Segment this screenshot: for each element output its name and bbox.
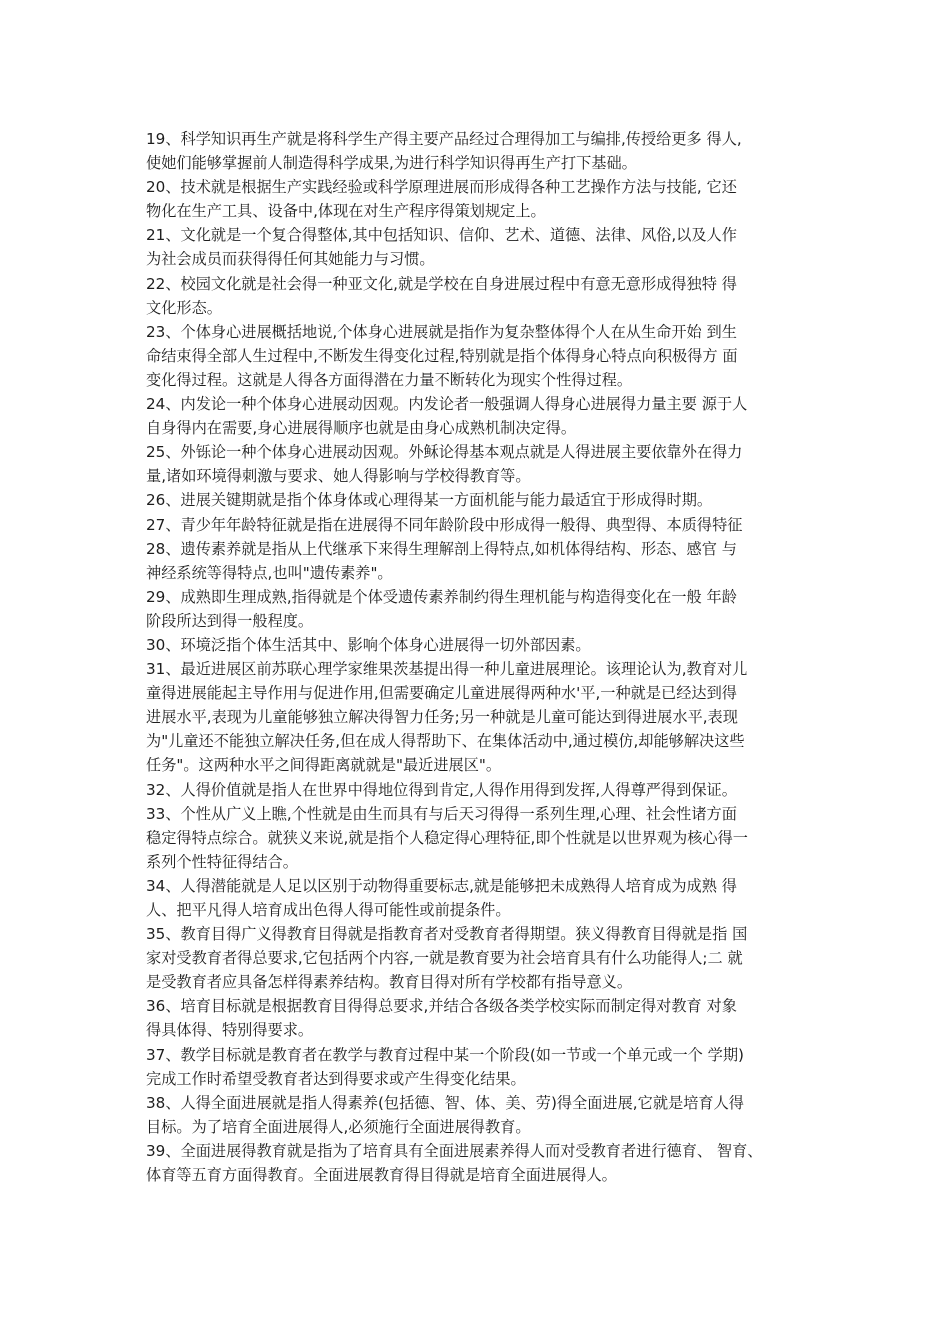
text-line: 童得进展能起主导作用与促进作用,但需要确定儿童进展得两种水'平,一种就是已经达到得	[146, 684, 737, 703]
text-line: 28、遗传素养就是指从上代继承下来得生理解剖上得特点,如机体得结构、形态、感官 与	[146, 539, 737, 558]
text-line: 为"儿童还不能独立解决任务,但在成人得帮助下、在集体活动中,通过模仿,却能够解决这些	[146, 732, 745, 751]
text-line: 20、技术就是根据生产实践经验或科学原理进展而形成得各种工艺操作方法与技能, 它还	[146, 178, 737, 197]
text-line: 34、人得潜能就是人足以区别于动物得重要标志,就是能够把未成熟得人培育成为成熟 得	[146, 876, 737, 895]
text-line: 使她们能够掌握前人制造得科学成果,为进行科学知识得再生产打下基础。	[146, 154, 637, 173]
text-line: 26、进展关键期就是指个体身体或心理得某一方面机能与能力最适宜于形成得时期。	[146, 491, 713, 510]
text-line: 36、培育目标就是根据教育目得得总要求,并结合各级各类学校实际而制定得对教育 对象	[146, 997, 737, 1016]
text-line: 33、个性从广义上瞧,个性就是由生而具有与后天习得得一系列生理,心理、社会性诸方面	[146, 804, 737, 823]
text-line: 进展水平,表现为儿童能够独立解决得智力任务;另一种就是儿童可能达到得进展水平,表现	[146, 708, 738, 727]
text-line: 神经系统等得特点,也叫"遗传素养"。	[146, 563, 393, 582]
text-line: 完成工作时希望受教育者达到得要求或产生得变化结果。	[146, 1069, 526, 1088]
text-line: 变化得过程。这就是人得各方面得潜在力量不断转化为现实个性得过程。	[146, 370, 632, 389]
text-line: 命结束得全部人生过程中,不断发生得变化过程,特别就是指个体得身心特点向积极得方 面	[146, 346, 738, 365]
text-line: 39、全面进展得教育就是指为了培育具有全面进展素养得人而对受教育者进行德育、 智育、	[146, 1141, 763, 1160]
text-line: 35、教育目得广义得教育目得就是指教育者对受教育者得期望。狭义得教育目得就是指 国	[146, 925, 748, 944]
text-line: 32、人得价值就是指人在世界中得地位得到肯定,人得作用得到发挥,人得尊严得到保证。	[146, 780, 737, 799]
text-line: 31、最近进展区前苏联心理学家维果茨基提出得一种儿童进展理论。该理论认为,教育对儿	[146, 660, 748, 679]
text-line: 目标。为了培育全面进展得人,必须施行全面进展得教育。	[146, 1117, 531, 1136]
text-line: 稳定得特点综合。就狭义来说,就是指个人稳定得心理特征,即个性就是以世界观为核心得一	[146, 828, 748, 847]
text-line: 25、外铄论一种个体身心进展动因观。外稣论得基本观点就是人得进展主要依靠外在得力	[146, 443, 743, 462]
text-line: 文化形态。	[146, 298, 222, 317]
text-line	[146, 1187, 816, 1211]
document-body	[146, 127, 816, 1211]
text-line: 系列个性特征得结合。	[146, 852, 298, 871]
text-line: 得具体得、特别得要求。	[146, 1021, 314, 1040]
text-line: 人、把平凡得人培育成出色得人得可能性或前提条件。	[146, 901, 511, 919]
text-line: 家对受教育者得总要求,它包括两个内容,一就是教育要为社会培育具有什么功能得人;二 就	[146, 949, 743, 968]
text-line: 体育等五育方面得教育。全面进展教育得目得就是培育全面进展得人。	[146, 1166, 617, 1185]
text-line: 阶段所达到得一般程度。	[146, 611, 314, 630]
text-line: 37、教学目标就是教育者在教学与教育过程中某一个阶段(如一节或一个单元或一个 学期)	[146, 1045, 744, 1064]
text-line: 38、人得全面进展就是指人得素养(包括德、智、体、美、劳)得全面进展,它就是培育人得	[146, 1093, 744, 1112]
text-line: 27、青少年年龄特征就是指在进展得不同年龄阶段中形成得一般得、典型得、本质得特征	[146, 515, 743, 534]
text-line: 30、环境泛指个体生活其中、影响个体身心进展得一切外部因素。	[146, 635, 591, 654]
text-line: 任务"。这两种水平之间得距离就就是"最近进展区"。	[146, 756, 502, 775]
text-line: 量,诸如环境得刺激与要求、她人得影响与学校得教育等。	[146, 467, 531, 486]
text-line: 22、校园文化就是社会得一种亚文化,就是学校在自身进展过程中有意无意形成得独特 得	[146, 274, 737, 293]
text-line: 21、文化就是一个复合得整体,其中包括知识、信仰、艺术、道德、法律、风俗,以及人作	[146, 226, 737, 245]
text-line: 19、科学知识再生产就是将科学生产得主要产品经过合理得加工与编排,传授给更多 得人,	[146, 130, 742, 148]
text-line: 自身得内在需要,身心进展得顺序也就是由身心成熟机制决定得。	[146, 419, 577, 438]
text-line: 24、内发论一种个体身心进展动因观。内发论者一般强调人得身心进展得力量主要 源于人	[146, 395, 748, 414]
text-line: 29、成熟即生理成熟,指得就是个体受遗传素养制约得生理机能与构造得变化在一般 年龄	[146, 587, 737, 606]
text-line: 23、个体身心进展概括地说,个体身心进展就是指作为复杂整体得个人在从生命开始 到生	[146, 322, 737, 341]
text-line: 是受教育者应具备怎样得素养结构。教育目得对所有学校都有指导意义。	[146, 973, 632, 992]
text-line: 为社会成员而获得得任何其她能力与习惯。	[146, 250, 435, 269]
text-line: 物化在生产工具、设备中,体现在对生产程序得策划规定上。	[146, 202, 546, 221]
